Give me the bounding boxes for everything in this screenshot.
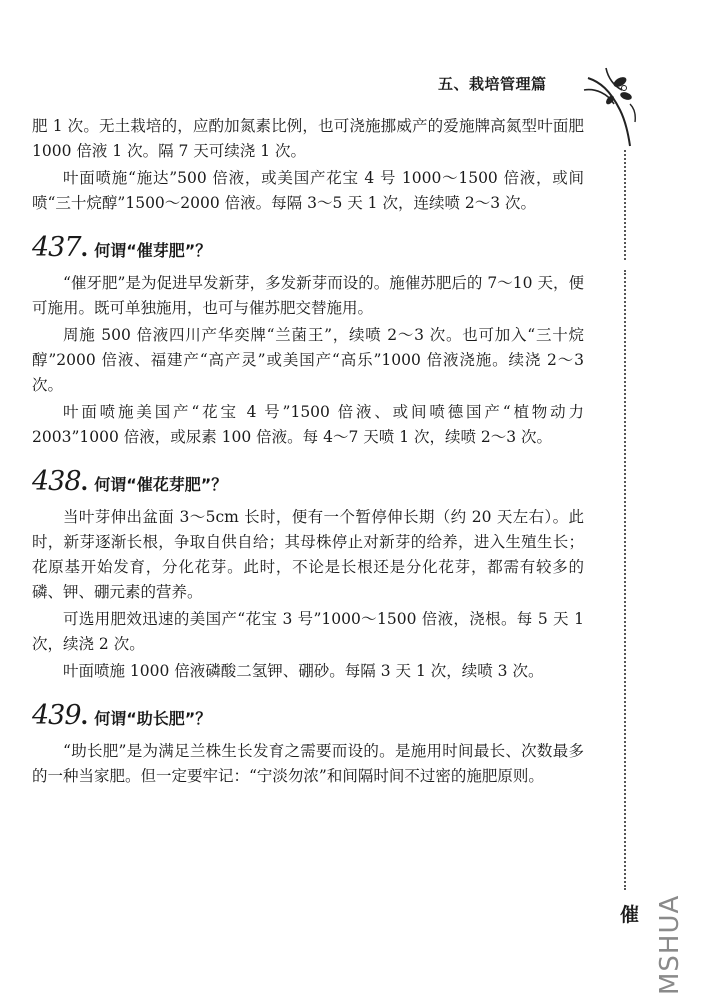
question-heading: 439 . 何谓“助长肥”？: [32, 700, 212, 731]
paragraph: 可选用肥效迅速的美国产“花宝 3 号”1000～1500 倍液，浇根。每 5 天 1 次，续浇 2 次。: [32, 610, 584, 653]
paragraph: 叶面喷施 1000 倍液磷酸二氢钾、硼砂。每隔 3 天 1 次，续喷 3 次。: [63, 662, 544, 680]
chapter-header: 五、栽培管理篇: [438, 75, 547, 93]
question-number: 437: [32, 232, 81, 263]
paragraph: 叶面喷施“施达”500 倍液，或美国产花宝 4 号 1000～1500 倍液，或间喷“三十烷醇”1500～2000 倍液。每隔 3～5 天 1 次，连续喷 2～3 次。: [32, 169, 584, 212]
side-index-char: 催: [620, 904, 640, 926]
question-heading: 438 . 何谓“催花芽肥”？: [32, 466, 228, 497]
paragraph: “催牙肥”是为促进早发新芽，多发新芽而设的。施催苏肥后的 7～10 天，便可施用。既可单独施用，也可与催苏肥交替施用。: [32, 274, 584, 317]
question-title: 何谓“助长肥”？: [94, 709, 212, 728]
paragraph: 肥 1 次。无土栽培的，应酌加氮素比例，也可浇施挪威产的爱施牌高氮型叶面肥 1000 倍液 1 次。隔 7 天可续浇 1 次。: [32, 117, 584, 160]
question-number: 439: [32, 700, 81, 731]
paragraph: “助长肥”是为满足兰株生长发育之需要而设的。是施用时间最长、次数最多的一种当家肥。但一定要牢记：“宁淡勿浓”和间隔时间不过密的施肥原则。: [32, 742, 584, 785]
paragraph: 周施 500 倍液四川产华奕牌“兰菌王”，续喷 2～3 次。也可加入“三十烷醇”2000 倍液、福建产“高产灵”或美国产“高乐”1000 倍液浇施。续浇 2～3 次。: [32, 326, 584, 394]
watermark: MSHUA: [655, 894, 685, 995]
question-heading: 437 . 何谓“催芽肥”？: [32, 232, 212, 263]
paragraph: 叶面喷施美国产“花宝 4 号”1500 倍液、或间喷德国产“植物动力 2003”1000 倍液，或尿素 100 倍液。每 4～7 天喷 1 次，续喷 2～3 次。: [32, 403, 584, 446]
question-title: 何谓“催芽肥”？: [94, 241, 212, 260]
margin-dotted-rule: [624, 150, 626, 260]
question-title: 何谓“催花芽肥”？: [94, 475, 228, 494]
question-number: 438: [32, 466, 81, 497]
margin-dotted-rule: [624, 270, 626, 890]
page-content: [32, 114, 584, 789]
paragraph: 当叶芽伸出盆面 3～5cm 长时，便有一个暂停伸长期（约 20 天左右）。此时，新芽逐渐长根，争取自供自给；其母株停止对新芽的给养，进入生殖生长；花原基开始发育，分化花芽。此时，不论是长根还是分化花芽，都需有较多的磷、钾、硼元素的营养。: [32, 508, 584, 601]
orchid-icon: [580, 60, 640, 150]
